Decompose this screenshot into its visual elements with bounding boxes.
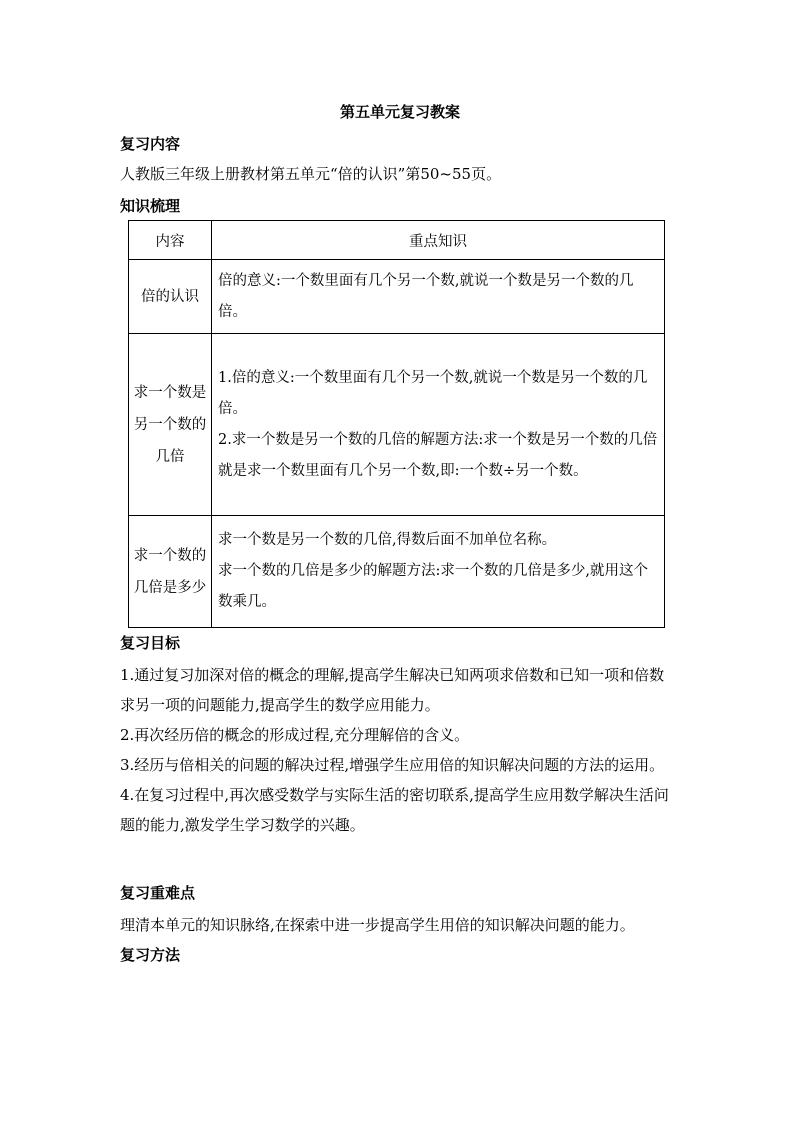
table-header-row (129, 221, 665, 260)
table-cell-points (212, 334, 665, 516)
table-header-key-points: 重点知识 (212, 221, 665, 260)
list-item: 4.在复习过程中,再次感受数学与实际生活的密切联系,提高学生应用数学解决生活问题的能力,激发学生学习数学的兴趣。 (120, 786, 669, 834)
table-cell-points (212, 516, 665, 628)
knowledge-table (128, 220, 665, 628)
table-cell-topic: 求一个数是另一个数的几倍 (129, 334, 212, 516)
point-text: 1.倍的意义:一个数里面有几个另一个数,就说一个数是另一个数的几倍。 (218, 369, 648, 417)
point-text: 求一个数的几倍是多少的解题方法:求一个数的几倍是多少,就用这个数乘几。 (218, 563, 648, 610)
document-title: 第五单元复习教案 (339, 103, 460, 121)
table-row (129, 260, 665, 334)
review-content-text: 人教版三年级上册教材第五单元“倍的认识”第50~55页。 (120, 165, 502, 183)
review-goals-list (120, 660, 676, 840)
table-header-topic: 内容 (129, 221, 212, 260)
point-text: 2.求一个数是另一个数的几倍的解题方法:求一个数是另一个数的几倍就是求一个数里面有几个另一个数,即:一个数÷另一个数。 (218, 431, 658, 479)
table-row (129, 334, 665, 516)
heading-review-content: 复习内容 (120, 135, 181, 153)
list-item: 1.通过复习加深对倍的概念的理解,提高学生解决已知两项求倍数和已知一项和倍数求另一项的问题能力,提高学生的数学应用能力。 (120, 666, 665, 714)
list-item: 2.再次经历倍的概念的形成过程,充分理解倍的含义。 (120, 726, 470, 744)
key-difficulties-text: 理清本单元的知识脉络,在探索中进一步提高学生用倍的知识解决问题的能力。 (120, 916, 635, 934)
table-row (129, 516, 665, 628)
table-cell-topic: 求一个数的几倍是多少 (129, 516, 212, 628)
table-cell-points (212, 260, 665, 334)
heading-knowledge-overview: 知识梳理 (120, 197, 181, 215)
heading-review-method: 复习方法 (120, 946, 181, 964)
table-cell-topic: 倍的认识 (129, 260, 212, 334)
heading-review-goals: 复习目标 (120, 634, 181, 652)
point-text: 倍的意义:一个数里面有几个另一个数,就说一个数是另一个数的几倍。 (218, 272, 634, 320)
heading-key-difficulties: 复习重难点 (120, 884, 196, 902)
point-text: 求一个数是另一个数的几倍,得数后面不加单位名称。 (218, 532, 557, 548)
list-item: 3.经历与倍相关的问题的解决过程,增强学生应用倍的知识解决问题的方法的运用。 (120, 756, 665, 774)
